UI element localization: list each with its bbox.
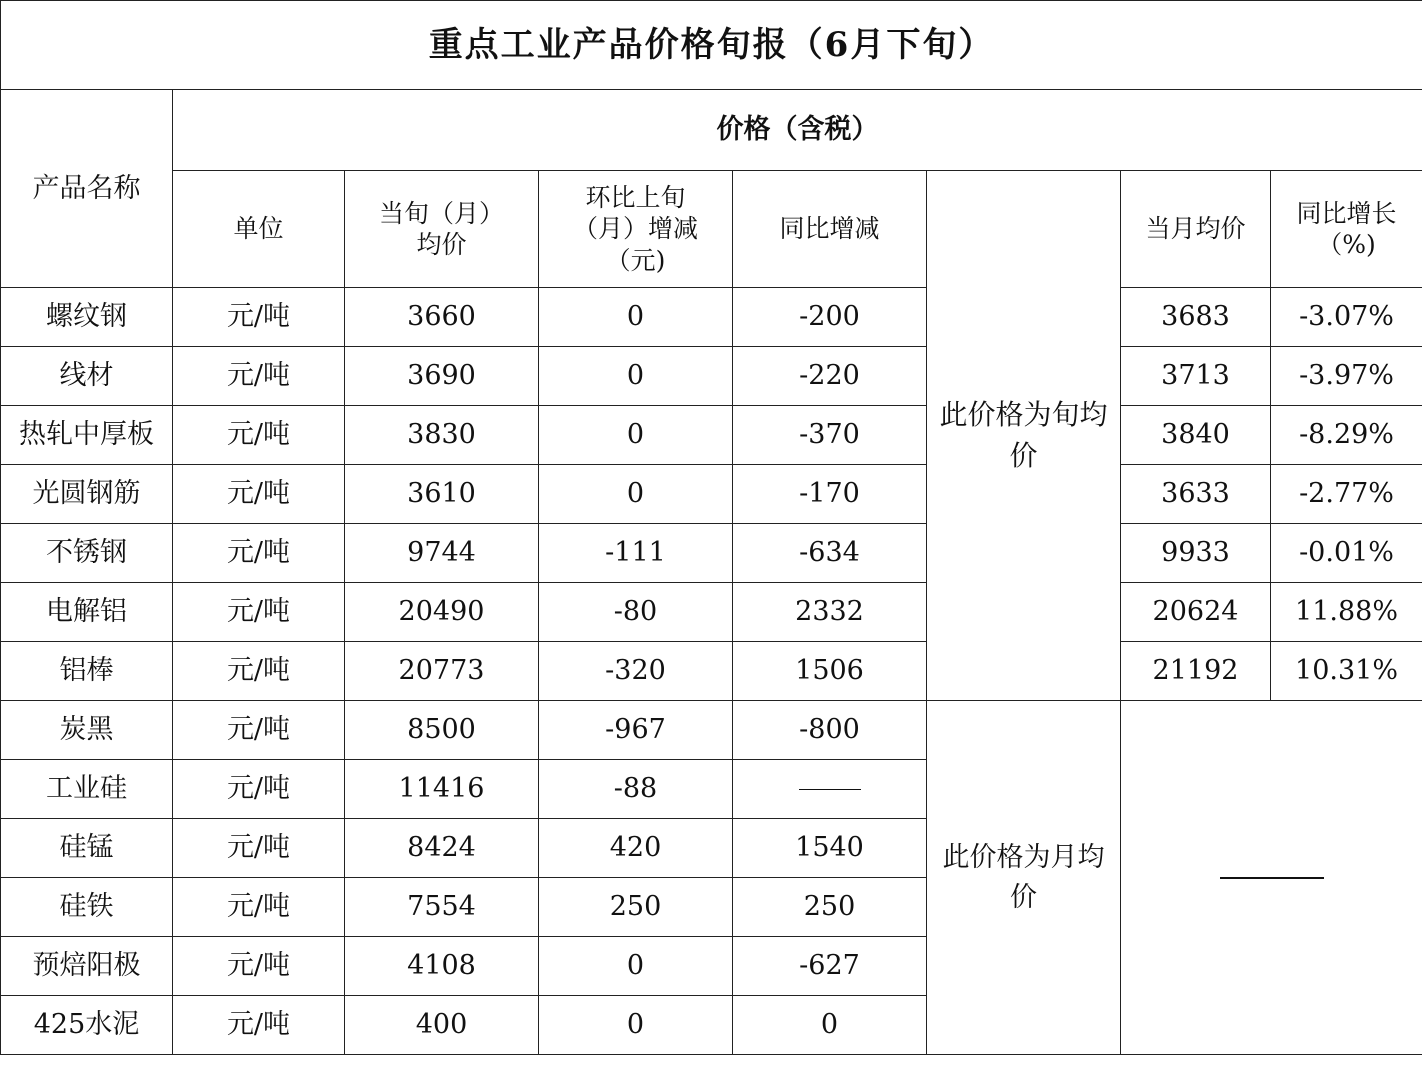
product-name: 热轧中厚板 xyxy=(1,406,173,465)
header-mom-change: 环比上旬 （月）增减 （元) xyxy=(539,171,733,288)
header-monthly-avg: 当月均价 xyxy=(1121,171,1271,288)
yoy-growth-percent: -2.77% xyxy=(1271,465,1422,524)
mom-change: 0 xyxy=(539,996,733,1055)
dash-line xyxy=(799,789,861,790)
yoy-change: 250 xyxy=(733,878,927,937)
yoy-change: 1506 xyxy=(733,642,927,701)
current-price: 20490 xyxy=(345,583,539,642)
product-name: 425水泥 xyxy=(1,996,173,1055)
table-row xyxy=(1,465,1422,524)
current-price: 20773 xyxy=(345,642,539,701)
header-current-avg: 当旬（月） 均价 xyxy=(345,171,539,288)
mom-change: -320 xyxy=(539,642,733,701)
product-name: 工业硅 xyxy=(1,760,173,819)
mom-change: -88 xyxy=(539,760,733,819)
monthly-average: 21192 xyxy=(1121,642,1271,701)
mom-change: 0 xyxy=(539,406,733,465)
unit-cell: 元/吨 xyxy=(173,996,345,1055)
current-price: 4108 xyxy=(345,937,539,996)
yoy-change: -634 xyxy=(733,524,927,583)
current-price: 7554 xyxy=(345,878,539,937)
current-price: 3690 xyxy=(345,347,539,406)
monthly-average: 20624 xyxy=(1121,583,1271,642)
yoy-change: -200 xyxy=(733,288,927,347)
mom-change: 0 xyxy=(539,347,733,406)
product-name: 硅铁 xyxy=(1,878,173,937)
table-row xyxy=(1,642,1422,701)
yoy-change: -170 xyxy=(733,465,927,524)
monthly-average: 9933 xyxy=(1121,524,1271,583)
unit-cell: 元/吨 xyxy=(173,583,345,642)
header-yoy-growth: 同比增长 （%) xyxy=(1271,171,1422,288)
current-price: 8424 xyxy=(345,819,539,878)
unit-cell: 元/吨 xyxy=(173,524,345,583)
table-row xyxy=(1,288,1422,347)
mom-change: 0 xyxy=(539,288,733,347)
mom-change: 420 xyxy=(539,819,733,878)
unit-cell: 元/吨 xyxy=(173,642,345,701)
mom-change: -80 xyxy=(539,583,733,642)
unit-cell: 元/吨 xyxy=(173,937,345,996)
dash-line xyxy=(1220,877,1324,879)
unit-cell: 元/吨 xyxy=(173,701,345,760)
product-name: 线材 xyxy=(1,347,173,406)
yoy-change xyxy=(733,760,927,819)
header-yoy-change: 同比增减 xyxy=(733,171,927,288)
monthly-average: 3683 xyxy=(1121,288,1271,347)
monthly-average: 3633 xyxy=(1121,465,1271,524)
product-name: 铝棒 xyxy=(1,642,173,701)
current-price: 11416 xyxy=(345,760,539,819)
unit-cell: 元/吨 xyxy=(173,465,345,524)
product-name: 不锈钢 xyxy=(1,524,173,583)
yoy-growth-percent: 11.88% xyxy=(1271,583,1422,642)
yoy-growth-percent: -3.97% xyxy=(1271,347,1422,406)
table-row xyxy=(1,583,1422,642)
yoy-change: 1540 xyxy=(733,819,927,878)
note-dekad-average: 此价格为旬均价 xyxy=(927,171,1121,701)
monthly-average: 3713 xyxy=(1121,347,1271,406)
mom-change: 250 xyxy=(539,878,733,937)
unit-cell: 元/吨 xyxy=(173,760,345,819)
yoy-change: -370 xyxy=(733,406,927,465)
current-price: 3660 xyxy=(345,288,539,347)
unit-cell: 元/吨 xyxy=(173,406,345,465)
header-price-group: 价格（含税） xyxy=(173,90,1422,171)
mom-change: -967 xyxy=(539,701,733,760)
table-row xyxy=(1,406,1422,465)
mom-change: -111 xyxy=(539,524,733,583)
yoy-change: 0 xyxy=(733,996,927,1055)
note-monthly-average: 此价格为月均价 xyxy=(927,701,1121,1055)
product-name: 预焙阳极 xyxy=(1,937,173,996)
current-price: 3610 xyxy=(345,465,539,524)
monthly-placeholder xyxy=(1121,701,1422,1055)
yoy-change: -627 xyxy=(733,937,927,996)
yoy-growth-percent: -0.01% xyxy=(1271,524,1422,583)
yoy-change: -800 xyxy=(733,701,927,760)
header-unit: 单位 xyxy=(173,171,345,288)
unit-cell: 元/吨 xyxy=(173,819,345,878)
unit-cell: 元/吨 xyxy=(173,288,345,347)
product-name: 炭黑 xyxy=(1,701,173,760)
mom-change: 0 xyxy=(539,937,733,996)
table-row xyxy=(1,347,1422,406)
current-price: 3830 xyxy=(345,406,539,465)
yoy-change: -220 xyxy=(733,347,927,406)
product-name: 光圆钢筋 xyxy=(1,465,173,524)
product-name: 螺纹钢 xyxy=(1,288,173,347)
mom-change: 0 xyxy=(539,465,733,524)
current-price: 8500 xyxy=(345,701,539,760)
yoy-growth-percent: 10.31% xyxy=(1271,642,1422,701)
current-price: 9744 xyxy=(345,524,539,583)
report-title: 重点工业产品价格旬报（6月下旬） xyxy=(1,1,1422,90)
yoy-growth-percent: -8.29% xyxy=(1271,406,1422,465)
monthly-average: 3840 xyxy=(1121,406,1271,465)
table-row xyxy=(1,524,1422,583)
table-row xyxy=(1,701,1422,760)
product-name: 硅锰 xyxy=(1,819,173,878)
unit-cell: 元/吨 xyxy=(173,878,345,937)
product-name: 电解铝 xyxy=(1,583,173,642)
yoy-change: 2332 xyxy=(733,583,927,642)
current-price: 400 xyxy=(345,996,539,1055)
yoy-growth-percent: -3.07% xyxy=(1271,288,1422,347)
unit-cell: 元/吨 xyxy=(173,347,345,406)
header-product-name: 产品名称 xyxy=(1,90,173,288)
